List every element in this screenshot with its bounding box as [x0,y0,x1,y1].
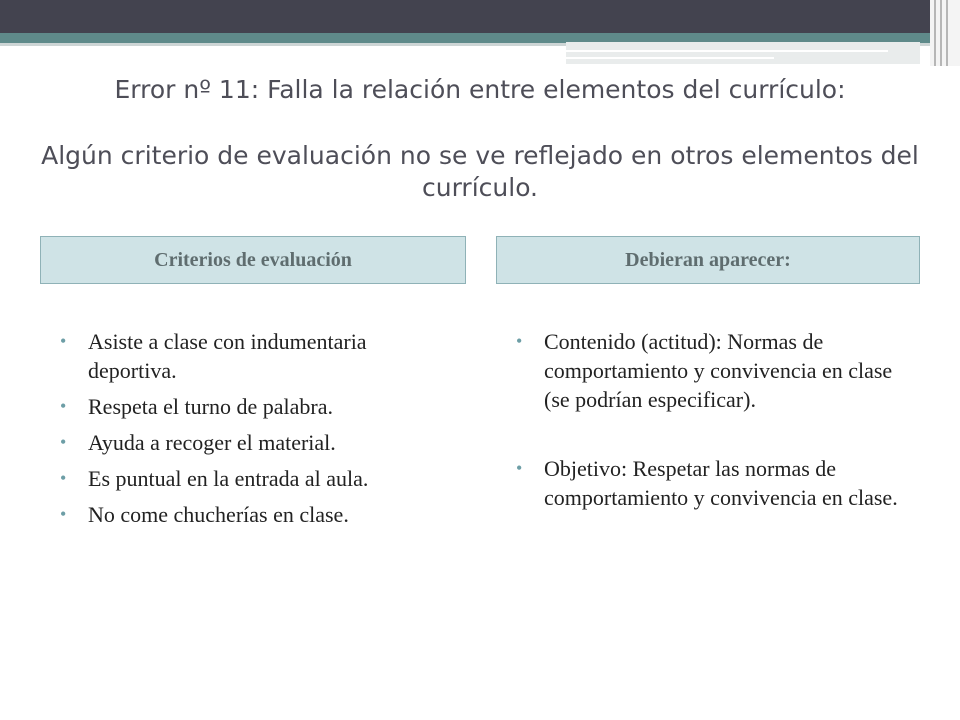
title-line-1: Error nº 11: Falla la relación entre elementos del currículo: [114,75,846,104]
list-item: • Objetivo: Respetar las normas de comportamiento y convivencia en clase. [516,456,898,510]
list-item: • Contenido (actitud): Normas de comportamiento y convivencia en clase (se podrían especificar). [516,329,893,412]
bullet-icon: • [516,331,523,351]
bullet-icon: • [60,432,67,452]
decorative-line [566,57,774,59]
bullet-icon: • [60,331,67,351]
column-header-debieran: Debieran aparecer: [496,236,920,284]
edge-stripes [930,0,960,66]
title-line-2: Algún criterio de evaluación no se ve reflejado en otros elementos del currículo. [41,141,919,202]
expected-elements-list [516,327,916,512]
bullet-icon: • [60,468,67,488]
list-item: • No come chucherías en clase. [60,502,349,527]
bullet-icon: • [60,396,67,416]
list-item: • Ayuda a recoger el material. [60,430,336,455]
decorative-line [566,50,888,52]
list-item: • Respeta el turno de palabra. [60,394,333,419]
decorative-strip [566,42,920,64]
list-item: • Es puntual en la entrada al aula. [60,466,369,491]
criteria-list [60,327,460,536]
slide-title [40,74,920,204]
bullet-icon: • [60,504,67,524]
list-item: • Asiste a clase con indumentaria deportiva. [60,329,367,383]
column-header-criterios: Criterios de evaluación [40,236,466,284]
bullet-icon: • [516,458,523,478]
top-header-bar [0,0,960,33]
